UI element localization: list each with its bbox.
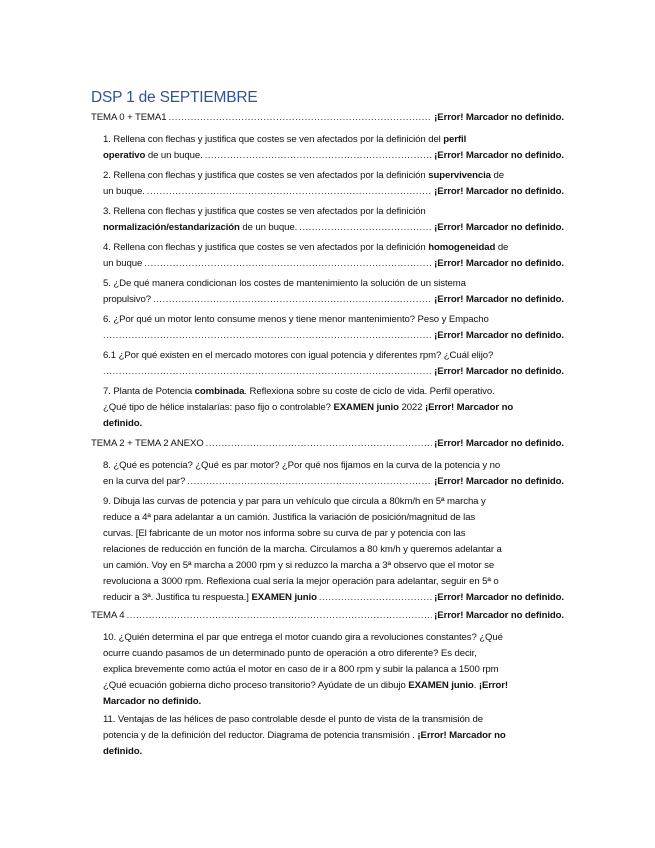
entry-text: ocurre cuando pasamos de un determinado punto de operación a otro diferente? Es decir,: [103, 648, 477, 659]
error-marker: ¡Error! Marcador no definido.: [434, 476, 564, 487]
entry-text: de un buque.: [145, 150, 203, 161]
entry-text: 3. Rellena con flechas y justifica que costes se ven afectados por la definición: [103, 206, 426, 217]
dot-leader: [103, 364, 432, 380]
error-marker: ¡Error! Marcador no definido.: [434, 610, 564, 621]
toc-entry-6[interactable]: [103, 312, 564, 344]
entry-text: 5. ¿De qué manera condicionan los costes de mantenimiento la solución de un sistema: [103, 278, 466, 289]
error-marker: ¡Error! Marcador no definido.: [434, 366, 564, 377]
entry-text: 2022: [398, 402, 425, 413]
toc-heading-tema0[interactable]: [91, 110, 564, 126]
entry-text: reduce a 4ª para adelantar a un camión. Justifica la variación de posición/magnitud de las: [103, 512, 476, 523]
entry-bold-text: EXAMEN junio: [251, 592, 317, 603]
dot-leader: [299, 220, 432, 236]
toc-entry-6-1[interactable]: [103, 348, 564, 380]
error-marker: ¡Error! Marcador no definido.: [434, 294, 564, 305]
error-marker: ¡Error!: [478, 680, 508, 691]
error-marker: ¡Error! Marcador no: [424, 402, 514, 413]
entry-text: relaciones de reducción en función de la marcha. Circulamos a 80 km/h y queremos adelantar a: [103, 544, 502, 555]
entry-bold-text: homogeneidad: [428, 242, 496, 253]
entry-text: explica brevemente como actúa el motor en caso de ir a 800 rpm y subir la palanca a 1500 rpm: [103, 664, 499, 675]
toc-heading-label: TEMA 4: [91, 610, 125, 621]
entry-text: 4. Rellena con flechas y justifica que costes se ven afectados por la definición: [103, 242, 429, 253]
entry-text: 9. Dibuja las curvas de potencia y par para un vehículo que circula a 80km/h en 5ª marcha y: [103, 496, 486, 507]
entry-bold-text: perfil: [443, 134, 467, 145]
dot-leader: [103, 328, 432, 344]
error-marker: ¡Error! Marcador no definido.: [434, 186, 564, 197]
dot-leader: [144, 256, 432, 272]
toc-entry-9[interactable]: [103, 494, 564, 606]
toc-entry-4[interactable]: [103, 240, 564, 272]
entry-bold-text: combinada: [194, 386, 245, 397]
dot-leader: [206, 436, 433, 452]
entry-text: en la curva del par?: [103, 476, 186, 487]
dot-leader: [319, 590, 432, 606]
toc-heading-tema4[interactable]: [91, 608, 564, 624]
entry-text: curvas. [El fabricante de un motor nos informa sobre su curva de par y potencia con las: [103, 528, 466, 539]
entry-text: un camión. Voy en 5ª marcha a 2000 rpm y si reduzco la marcha a 3ª observo que el motor se: [103, 560, 495, 571]
entry-text: 11. Ventajas de las hélices de paso controlable desde el punto de vista de la transmisión de: [103, 714, 483, 725]
toc-entry-8[interactable]: [103, 458, 564, 490]
entry-text: un buque: [103, 258, 143, 269]
entry-text: ¿Qué tipo de hélice instalarías: paso fijo o controlable?: [103, 402, 334, 413]
error-marker: ¡Error! Marcador no definido.: [434, 112, 564, 123]
dot-leader: [168, 110, 432, 126]
entry-text: ¿Qué ecuación gobierna dicho proceso transitorio? Ayúdate de un dibujo: [103, 680, 409, 691]
error-marker: ¡Error! Marcador no definido.: [434, 258, 564, 269]
entry-text: de: [495, 242, 509, 253]
error-marker: ¡Error! Marcador no definido.: [434, 330, 564, 341]
toc-entry-7[interactable]: [103, 384, 564, 432]
dot-leader: [147, 184, 432, 200]
toc-heading-label: TEMA 0 + TEMA1: [91, 112, 167, 123]
error-marker: ¡Error! Marcador no definido.: [434, 222, 564, 233]
entry-text: revoluciona a 3000 rpm. Reflexiona cual sería la mejor operación para adelantar, seguir en 5ª o: [103, 576, 499, 587]
error-marker: ¡Error! Marcador no definido.: [434, 150, 564, 161]
entry-text: 6.1 ¿Por qué existen en el mercado motores con igual potencia y diferentes rpm? ¿Cuál elijo?: [103, 350, 494, 361]
error-marker: definido.: [103, 418, 143, 429]
entry-text: 8. ¿Qué es potencia? ¿Qué es par motor? ¿Por qué nos fijamos en la curva de la potencia y no: [103, 460, 501, 471]
dot-leader: [187, 474, 432, 490]
error-marker: ¡Error! Marcador no definido.: [434, 592, 564, 603]
entry-bold-text: normalización/estandarización: [103, 222, 240, 233]
toc-entry-10[interactable]: [103, 630, 564, 710]
entry-text: 6. ¿Por qué un motor lento consume menos y tiene menor mantenimiento? Peso y Empacho: [103, 314, 489, 325]
error-marker: Marcador no definido.: [103, 696, 202, 707]
error-marker: definido.: [103, 746, 143, 757]
entry-text: 1. Rellena con flechas y justifica que costes se ven afectados por la definición del: [103, 134, 444, 145]
entry-bold-text: EXAMEN junio: [333, 402, 399, 413]
dot-leader: [205, 148, 432, 164]
entry-text: propulsivo?: [103, 294, 151, 305]
entry-bold-text: EXAMEN junio: [408, 680, 474, 691]
entry-text: potencia y de la definición del reductor. Diagrama de potencia transmisión .: [103, 730, 418, 741]
dot-leader: [127, 608, 433, 624]
toc-entry-5[interactable]: [103, 276, 564, 308]
toc-entry-2[interactable]: [103, 168, 564, 200]
entry-text: de: [490, 170, 504, 181]
entry-text: reducir a 3ª. Justifica tu respuesta.]: [103, 592, 252, 603]
toc-heading-tema2[interactable]: [91, 436, 564, 452]
error-marker: ¡Error! Marcador no: [417, 730, 506, 741]
error-marker: ¡Error! Marcador no definido.: [434, 438, 564, 449]
toc-entry-11[interactable]: [103, 712, 564, 760]
toc-heading-label: TEMA 2 + TEMA 2 ANEXO: [91, 438, 204, 449]
entry-text: . Reflexiona sobre su coste de ciclo de vida. Perfil operativo.: [244, 386, 495, 397]
dot-leader: [153, 292, 432, 308]
document-title: DSP 1 de SEPTIEMBRE: [91, 89, 258, 106]
entry-bold-text: supervivencia: [428, 170, 491, 181]
toc-entry-3[interactable]: [103, 204, 564, 236]
entry-text: 7. Planta de Potencia: [103, 386, 195, 397]
entry-bold-text: operativo: [103, 150, 146, 161]
entry-text: .: [473, 680, 479, 691]
entry-text: de un buque.: [239, 222, 298, 233]
entry-text: un buque.: [103, 186, 145, 197]
entry-text: 10. ¿Quién determina el par que entrega el motor cuando gira a revoluciones constantes? ¿Qué: [103, 632, 503, 643]
entry-text: 2. Rellena con flechas y justifica que costes se ven afectados por la definición: [103, 170, 429, 181]
toc-entry-1[interactable]: [103, 132, 564, 164]
